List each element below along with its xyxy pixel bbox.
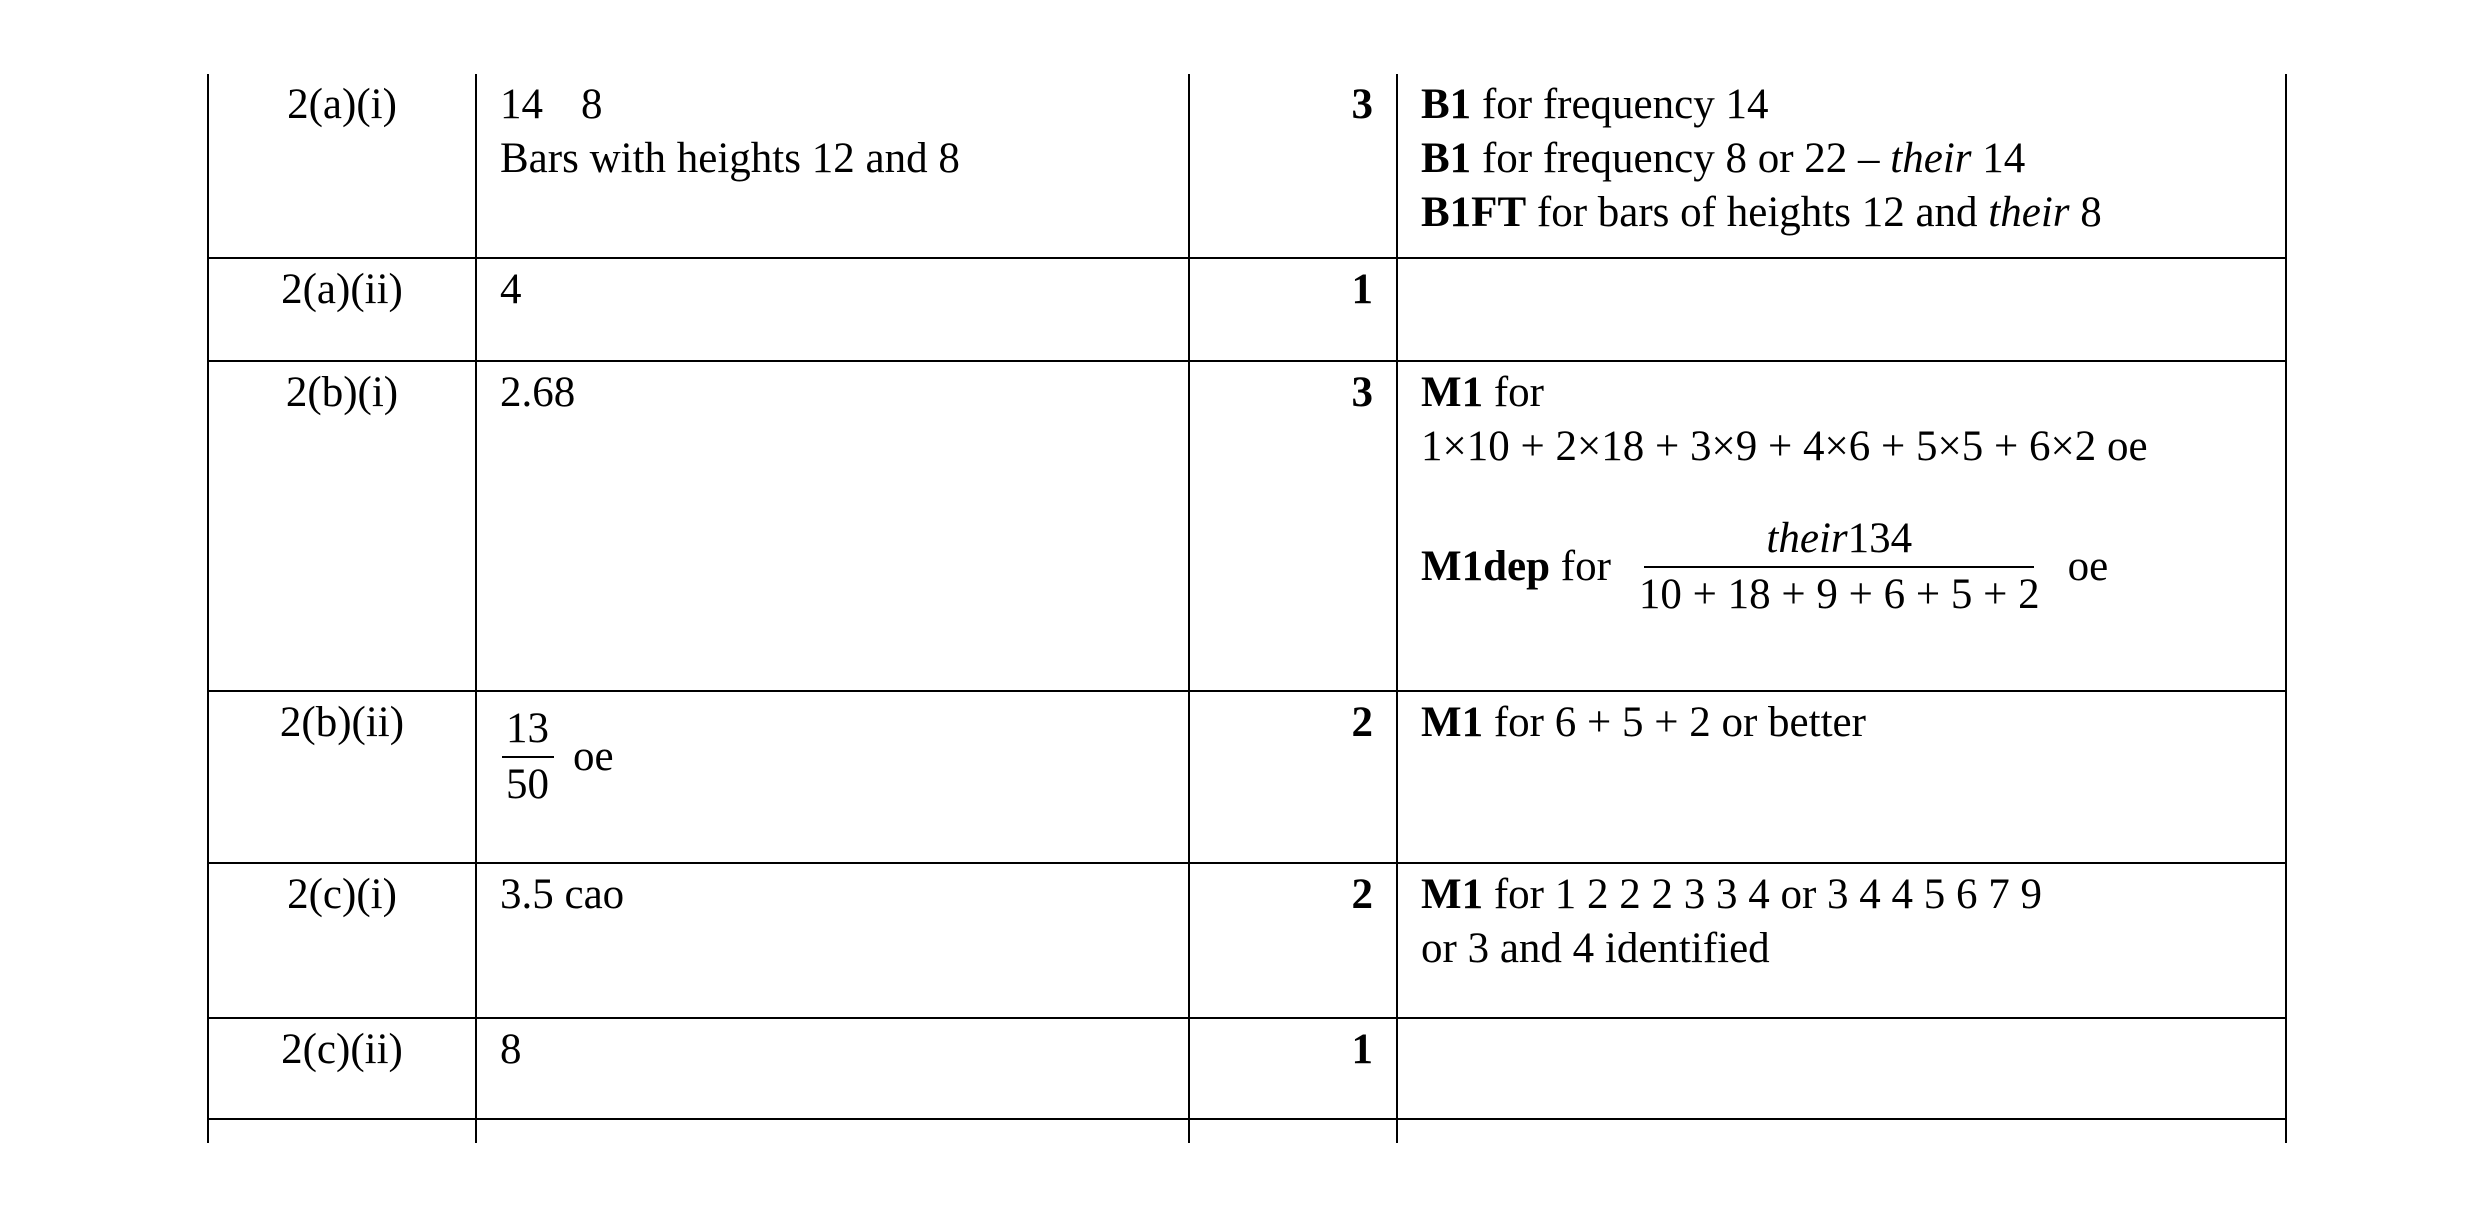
marks-value: 2 [1189, 691, 1397, 863]
guidance-line [1421, 186, 2285, 240]
guidance-calculation: 1×10 + 2×18 + 3×9 + 4×6 + 5×5 + 6×2 oe [1421, 423, 2148, 470]
mark-scheme-table [207, 74, 2287, 1143]
answer-value: 8 [476, 1018, 1189, 1119]
guidance-line [1421, 78, 2285, 132]
mark-code: B1 [1421, 81, 1472, 128]
question-number: 2(c)(ii) [208, 1018, 476, 1119]
mark-code: M1 [1421, 871, 1484, 918]
marks-value: 3 [1189, 361, 1397, 691]
guidance-line [1421, 868, 2285, 922]
guidance-text: for bars of heights 12 and [1526, 189, 1989, 236]
marks-value: 1 [1189, 1018, 1397, 1119]
guidance-line [1421, 696, 2285, 750]
fraction-denominator: 10 + 18 + 9 + 6 + 5 + 2 [1638, 571, 2040, 618]
table-row [208, 691, 2286, 863]
guidance-cell [1397, 691, 2286, 863]
mark-scheme-page [207, 74, 2285, 1142]
guidance-text: for frequency 8 or 22 – [1471, 135, 1891, 182]
answer-value: 4 [476, 258, 1189, 361]
table-row [208, 1119, 2286, 1143]
answer-value: 3.5 cao [476, 863, 1189, 1018]
guidance-cell [1397, 863, 2286, 1018]
guidance-line [1421, 366, 2285, 420]
fraction [500, 702, 555, 812]
guidance-text: 14 [1971, 135, 2026, 182]
answer-value: 2.68 [476, 361, 1189, 691]
fraction-numerator: 13 [506, 705, 549, 752]
guidance-text: oe [2067, 543, 2109, 590]
table-row [208, 74, 2286, 258]
table-row [208, 1018, 2286, 1119]
guidance-italic: their [1988, 189, 2070, 236]
answer-value: 14 [500, 81, 543, 128]
answer-suffix: oe [573, 733, 614, 780]
marks-value: 3 [1189, 74, 1397, 258]
numerator-value: 134 [1847, 515, 1913, 562]
mark-code: B1FT [1421, 189, 1527, 236]
answer-value: 8 [581, 81, 603, 128]
guidance-cell [1397, 361, 2286, 691]
fraction [1633, 512, 2046, 622]
answer-text: Bars with heights 12 and 8 [500, 135, 960, 182]
mark-code: M1 [1421, 699, 1484, 746]
table-row [208, 863, 2286, 1018]
guidance-text: for frequency 14 [1471, 81, 1769, 128]
empty-cell [208, 1119, 476, 1143]
marks-value: 2 [1189, 863, 1397, 1018]
empty-cell [1189, 1119, 1397, 1143]
guidance-cell [1397, 1018, 2286, 1119]
mark-code: M1 [1421, 369, 1484, 416]
fraction-numerator [1756, 512, 1922, 566]
guidance-text: for 6 + 5 + 2 or better [1483, 699, 1866, 746]
answer-cell [476, 691, 1189, 863]
guidance-text: for 1 2 2 2 3 3 4 or 3 4 4 5 6 7 9 [1483, 871, 2043, 918]
guidance-italic: their [1890, 135, 1972, 182]
guidance-text: or 3 and 4 identified [1421, 925, 1770, 972]
mark-code: B1 [1421, 135, 1472, 182]
question-number: 2(b)(i) [208, 361, 476, 691]
empty-cell [476, 1119, 1189, 1143]
question-number: 2(a)(ii) [208, 258, 476, 361]
fraction-denominator: 50 [506, 761, 549, 808]
guidance-text: 8 [2069, 189, 2102, 236]
guidance-cell [1397, 74, 2286, 258]
guidance-text: for [1483, 369, 1544, 416]
empty-cell [1397, 1119, 2286, 1143]
guidance-text: for [1550, 543, 1611, 590]
guidance-cell [1397, 258, 2286, 361]
table-row [208, 258, 2286, 361]
guidance-line [1421, 132, 2285, 186]
answer-cell [476, 74, 1189, 258]
question-number: 2(c)(i) [208, 863, 476, 1018]
mark-code: M1dep [1421, 543, 1550, 590]
question-number: 2(b)(ii) [208, 691, 476, 863]
marks-value: 1 [1189, 258, 1397, 361]
question-number: 2(a)(i) [208, 74, 476, 258]
table-row [208, 361, 2286, 691]
guidance-line [1421, 512, 2285, 622]
guidance-italic: their [1766, 515, 1848, 562]
